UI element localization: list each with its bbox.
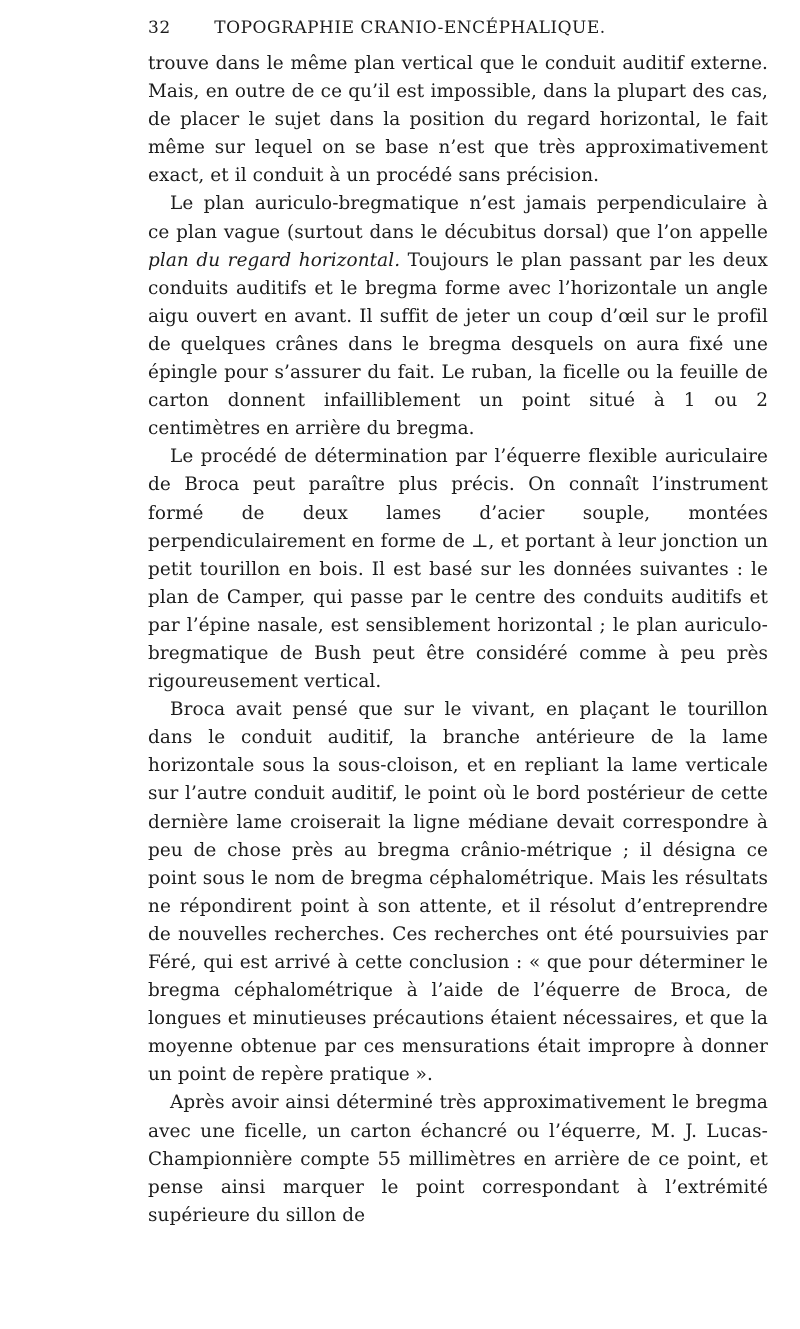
paragraph-text: Le plan auriculo-bregmatique n’est jamais perpendiculaire à ce plan vague (surtout dans le décubitus dorsal) que l’on appelle [148, 193, 768, 243]
page-header [148, 18, 800, 42]
paragraph-plan-auriculo-bregmatique [148, 190, 768, 443]
paragraph-continuation: trouve dans le même plan vertical que le conduit auditif externe. Mais, en outre de ce qu’il est impossible, dans la plupart des cas, de placer le sujet dans la position du regard horizontal, le fait même sur lequel on se base n’est que très approximativement exact, et il conduit à un procédé sans précision. [148, 53, 768, 187]
paragraph-lucas-championniere: Après avoir ainsi déterminé très approximativement le bregma avec une ficelle, un carton échancré ou l’équerre, M. J. Lucas-Championnière compte 55 millimètres en arrière de ce point, et pense ainsi marquer le point correspondant à l’extrémité supérieure du sillon de [148, 1092, 768, 1226]
page-number: 32 [148, 18, 171, 38]
body-text [148, 50, 768, 1230]
paragraph-equerre-broca: Le procédé de détermination par l’équerre flexible auriculaire de Broca peut paraître plus précis. On connaît l’instrument formé de deux lames d’acier souple, montées perpendiculairement en forme de ⊥, et portant à leur jonction un petit tourillon en bois. Il est basé sur les données suivantes : le plan de Camper, qui passe par le centre des conduits auditifs et par l’épine nasale, est sensiblement horizontal ; le plan auriculo-bregmatique de Bush peut être considéré comme à peu près rigoureusement vertical. [148, 446, 768, 693]
paragraph-bregma-cephalometrique: Broca avait pensé que sur le vivant, en plaçant le tourillon dans le conduit auditif, la branche antérieure de la lame horizontale sous la sous-cloison, et en repliant la lame verticale sur l’autre conduit auditif, le point où le bord postérieur de cette dernière lame croiserait la ligne médiane devait correspondre à peu de chose près au bregma crânio-métrique ; il désigna ce point sous le nom de bregma céphalométrique. Mais les résultats ne répondirent point à son attente, et il résolut d’entreprendre de nouvelles recherches. Ces recherches ont été poursuivies par Féré, qui est arrivé à cette conclusion : « que pour déterminer le bregma céphalométrique à l’aide de l’équerre de Broca, de longues et minutieuses précautions étaient nécessaires, et que la moyenne obtenue par ces mensurations était impropre à donner un point de repère pratique ». [148, 699, 768, 1086]
running-title: TOPOGRAPHIE CRANIO-ENCÉPHALIQUE. [214, 18, 606, 38]
paragraph-text: Toujours le plan passant par les deux conduits auditifs et le bregma forme avec l’horizontale un angle aigu ouvert en avant. Il suffit de jeter un coup d’œil sur le profil de quelques crânes dans le bregma desquels on aura fixé une épingle pour s’assurer du fait. Le ruban, la ficelle ou la feuille de carton donnent infailliblement un point situé à 1 ou 2 centimètres en arrière du bregma. [148, 249, 768, 440]
emphasis-plan-du-regard: plan du regard horizontal. [148, 249, 401, 271]
